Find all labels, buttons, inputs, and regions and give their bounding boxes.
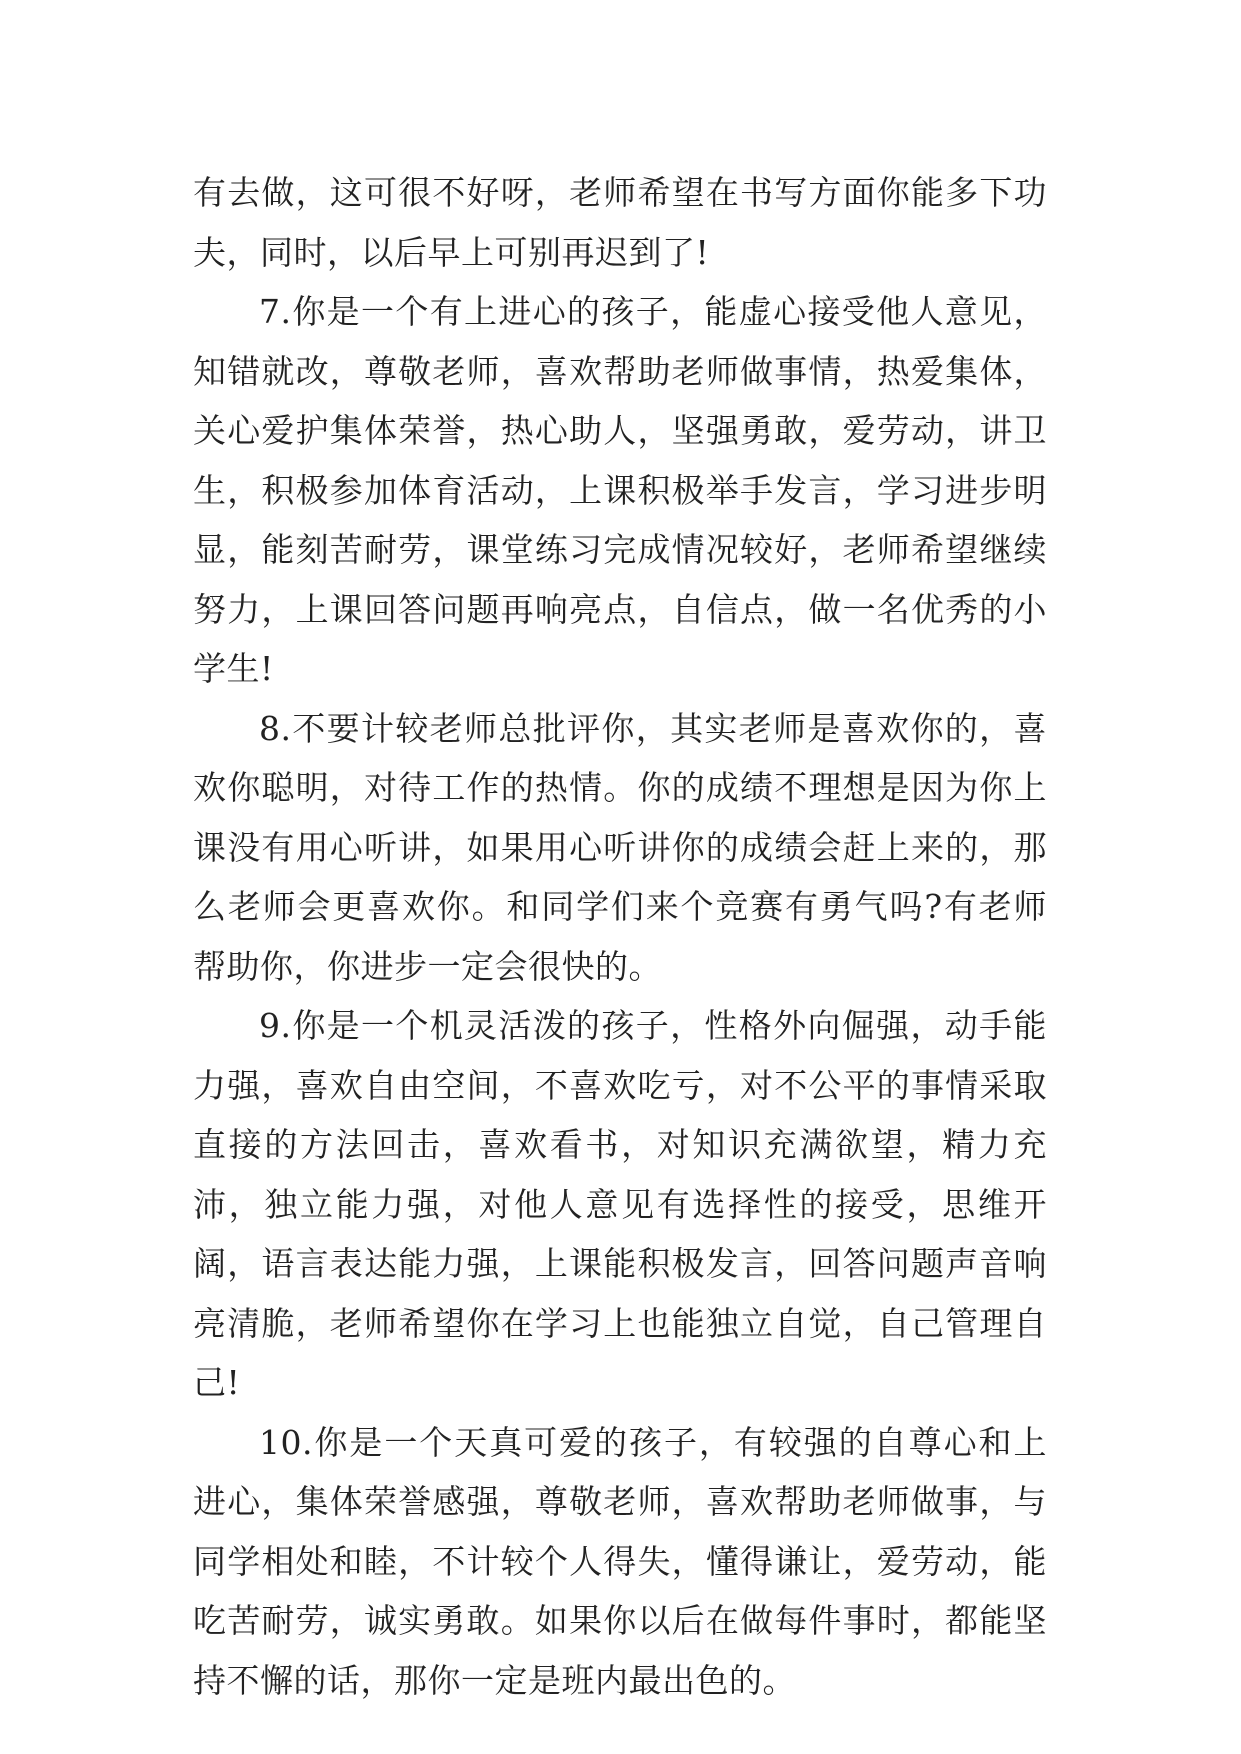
document-body [193, 163, 1047, 1710]
paragraph-item-9: 9.你是一个机灵活泼的孩子，性格外向倔强，动手能力强，喜欢自由空间，不喜欢吃亏，对不公平的事情采取直接的方法回击，喜欢看书，对知识充满欲望，精力充沛，独立能力强，对他人意见有选择性的接受，思维开阔，语言表达能力强，上课能积极发言，回答问题声音响亮清脆，老师希望你在学习上也能独立自觉，自己管理自己! [193, 1006, 1047, 1402]
paragraph-item-10: 10.你是一个天真可爱的孩子，有较强的自尊心和上进心，集体荣誉感强，尊敬老师，喜欢帮助老师做事，与同学相处和睦，不计较个人得失，懂得谦让，爱劳动，能吃苦耐劳，诚实勇敢。如果你以后在做每件事时，都能坚持不懈的话，那你一定是班内最出色的。 [193, 1422, 1047, 1700]
paragraph-continued: 有去做，这可很不好呀，老师希望在书写方面你能多下功夫，同时，以后早上可别再迟到了! [193, 173, 1047, 272]
paragraph-item-8: 8.不要计较老师总批评你，其实老师是喜欢你的，喜欢你聪明，对待工作的热情。你的成绩不理想是因为你上课没有用心听讲，如果用心听讲你的成绩会赶上来的，那么老师会更喜欢你。和同学们来个竞赛有勇气吗?有老师帮助你，你进步一定会很快的。 [193, 708, 1047, 986]
paragraph-item-7: 7.你是一个有上进心的孩子，能虚心接受他人意见，知错就改，尊敬老师，喜欢帮助老师做事情，热爱集体，关心爱护集体荣誉，热心助人，坚强勇敢，爱劳动，讲卫生，积极参加体育活动，上课积极举手发言，学习进步明显，能刻苦耐劳，课堂练习完成情况较好，老师希望继续努力，上课回答问题再响亮点，自信点，做一名优秀的小学生! [193, 292, 1047, 688]
